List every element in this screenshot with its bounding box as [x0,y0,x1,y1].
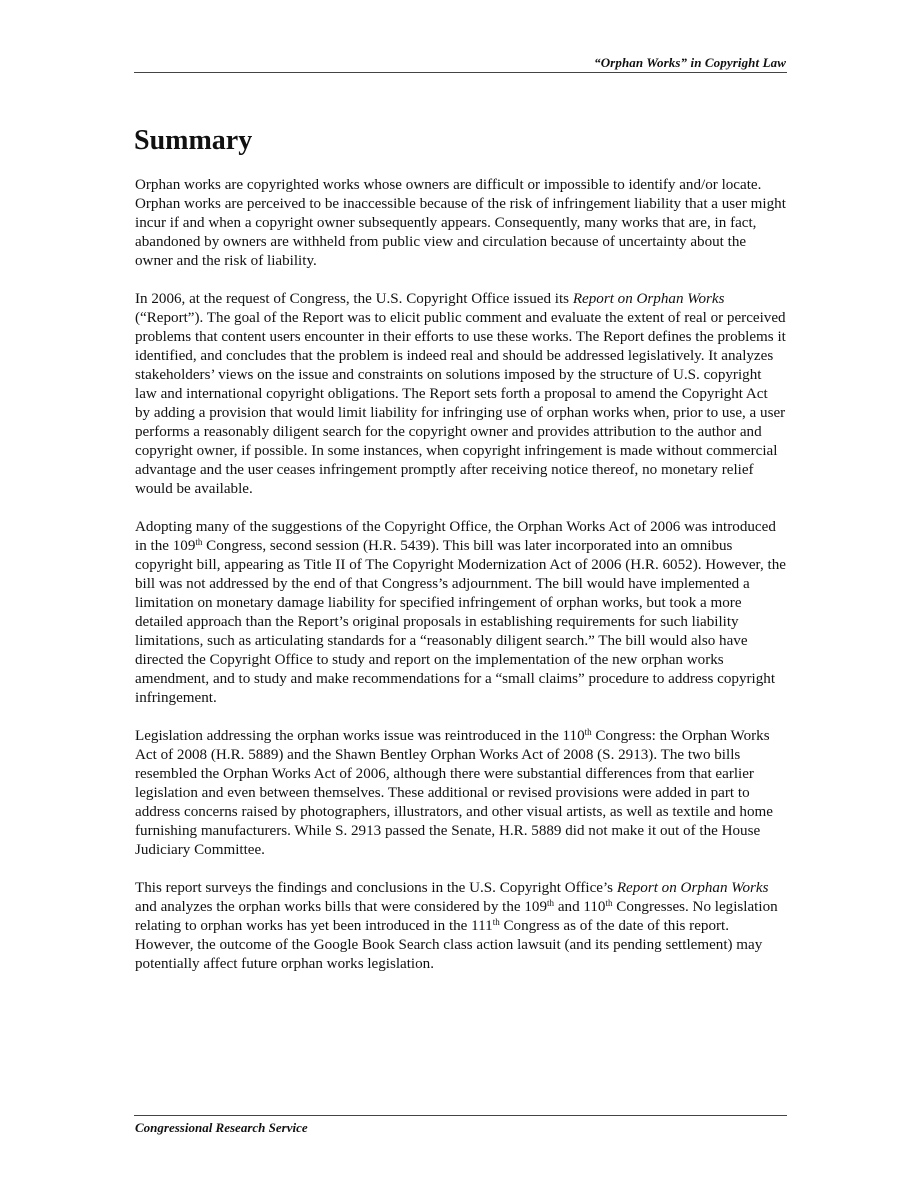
paragraph-text: This report surveys the findings and conclusions in the U.S. Copyright Office’s [135,880,617,896]
paragraph-text: Congress as of the date of this report. However, the outcome of the Google Book Search class action lawsuit (and its pending settlement) may potentially affect future orphan works legislation. [135,918,763,972]
ordinal-suffix: th [195,537,203,547]
ordinal-suffix: th [492,917,500,927]
para-orphan-works-act-2006 [135,518,786,708]
page-title: Summary [134,125,253,156]
para-definition [135,176,786,271]
ordinal-suffix: th [547,898,555,908]
paragraph-text: Congresses. No legislation relating to orphan works has yet been introduced in the 111 [135,899,778,934]
para-110th-congress [135,727,786,860]
footer-rule [134,1115,787,1116]
paragraph-text: and 110 [554,899,606,915]
paragraph-text: (“Report”). The goal of the Report was to elicit public comment and evaluate the extent of real or perceived problems that content users encounter in their efforts to use these works. The Report defines the problems it identified, and concludes that the problem is indeed real and should be addressed legislatively. It analyzes stakeholders’ views on the issue and constraints on solutions imposed by the structure of U.S. copyright law and international copyright obligations. The Report sets forth a proposal to amend the Copyright Act by adding a provision that would limit liability for infringing use of orphan works when, prior to use, a user performs a reasonably diligent search for the copyright owner and provides attribution to the author and copyright owner, if possible. In some instances, when copyright infringement is made without commercial advantage and the user ceases infringement promptly after receiving notice thereof, no monetary relief would be available. [135,310,786,497]
header-rule [134,72,787,73]
paragraph-text: In 2006, at the request of Congress, the U.S. Copyright Office issued its [135,291,573,307]
footer-publisher: Congressional Research Service [135,1120,308,1135]
paragraph-text: Legislation addressing the orphan works issue was reintroduced in the 110 [135,728,585,744]
running-header: “Orphan Works” in Copyright Law [594,55,786,70]
report-title-italic: Report on Orphan Works [572,291,725,307]
ordinal-suffix: th [605,898,613,908]
paragraph-text: Orphan works are copyrighted works whose owners are difficult or impossible to identify and/or locate. Orphan works are perceived to be inaccessible because of the risk of infringement liability that a user might incur if and when a copyright owner subsequently appears. Consequently, many works that are, in fact, abandoned by owners are withheld from public view and circulation because of uncertainty about the owner and the risk of liability. [135,177,786,269]
para-copyright-office-report [135,290,786,499]
paragraph-text: Adopting many of the suggestions of the Copyright Office, the Orphan Works Act of 2006 was introduced in the 109 [135,519,776,554]
ordinal-suffix: th [584,727,592,737]
paragraph-text: and analyzes the orphan works bills that were considered by the 109 [135,899,548,915]
paragraph-text: Congress, second session (H.R. 5439). This bill was later incorporated into an omnibus copyright bill, appearing as Title II of The Copyright Modernization Act of 2006 (H.R. 6052). However, the bill was not addressed by the end of that Congress’s adjournment. The bill would have implemented a limitation on monetary damage liability for specified infringement of orphan works, but took a more detailed approach than the Report’s original proposals in establishing requirements for such liability limitations, such as articulating standards for a “reasonably diligent search.” The bill would also have directed the Copyright Office to study and report on the implementation of the new orphan works amendment, and to study and make recommendations for a “small claims” procedure to address copyright infringement. [135,538,786,706]
para-report-survey [135,879,786,974]
report-title-italic: Report on Orphan Works [616,880,769,896]
summary-body [135,176,786,993]
paragraph-text: Congress: the Orphan Works Act of 2008 (H.R. 5889) and the Shawn Bentley Orphan Works Act of 2008 (S. 2913). The two bills resembled the Orphan Works Act of 2006, although there were substantial differences from that earlier legislation and even between themselves. These additional or revised provisions were added in part to address concerns raised by photographers, illustrators, and other visual artists, as well as textile and home furnishing manufacturers. While S. 2913 passed the Senate, H.R. 5889 did not make it out of the House Judiciary Committee. [135,728,773,858]
